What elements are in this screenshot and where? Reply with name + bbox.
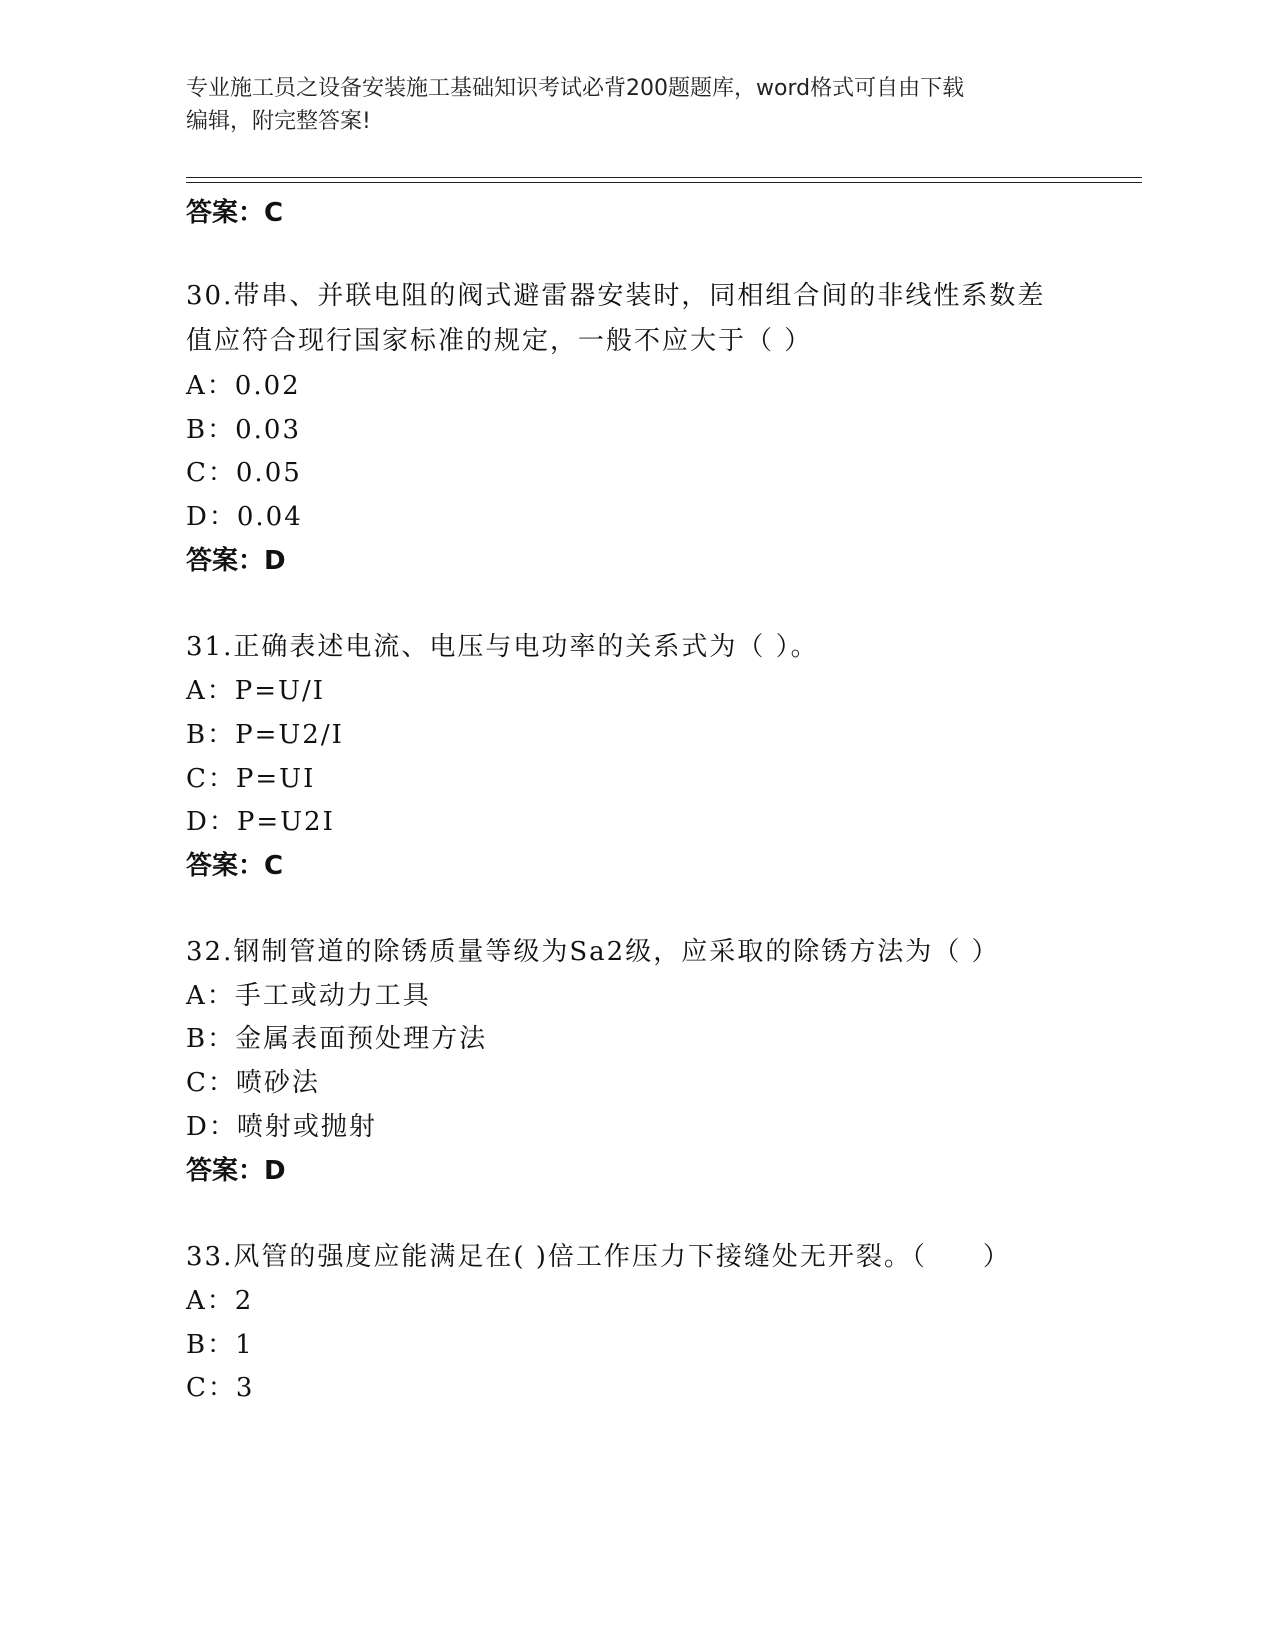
question-33-stem-line-1: 33.风管的强度应能满足在( )倍工作压力下接缝处无开裂。（ ） [186,1242,1011,1272]
document-header [186,72,1086,138]
question-30-option-a: A：0.02 [186,371,301,401]
question-31-option-b: B：P=U2/I [186,720,344,750]
question-32-option-a: A：手工或动力工具 [186,981,431,1011]
question-31-option-a: A：P=U/I [186,676,325,706]
question-33-option-b: B：1 [186,1330,254,1360]
question-33-option-a: A：2 [186,1286,254,1316]
question-30-option-b: B：0.03 [186,415,301,445]
question-31-answer: 答案：C [186,851,284,881]
question-31-option-d: D：P=U2I [186,807,335,837]
question-33-option-c: C：3 [186,1373,255,1403]
header-divider-bottom [186,182,1142,183]
question-32-option-b: B：金属表面预处理方法 [186,1024,488,1054]
question-30-option-d: D：0.04 [186,502,303,532]
question-30-option-c: C：0.05 [186,458,302,488]
header-line-2: 编辑，附完整答案! [186,109,371,134]
question-31-option-c: C：P=UI [186,764,316,794]
question-31-stem-line-1: 31.正确表述电流、电压与电功率的关系式为（ ）。 [186,632,819,662]
question-32-option-d: D：喷射或抛射 [186,1112,377,1142]
question-32-option-c: C：喷砂法 [186,1068,320,1098]
question-30-answer: 答案：D [186,546,286,576]
question-32-stem-line-1: 32.钢制管道的除锈质量等级为Sa2级，应采取的除锈方法为（ ） [186,937,1000,967]
answer-prev: 答案：C [186,198,284,228]
header-divider-top [186,177,1142,178]
question-32-answer: 答案：D [186,1156,286,1186]
question-30-stem-line-2: 值应符合现行国家标准的规定，一般不应大于（ ） [186,326,813,356]
question-30-stem-line-1: 30.带串、并联电阻的阀式避雷器安装时，同相组合间的非线性系数差 [186,281,1046,311]
header-line-1: 专业施工员之设备安装施工基础知识考试必背200题题库，word格式可自由下载 [186,76,965,101]
